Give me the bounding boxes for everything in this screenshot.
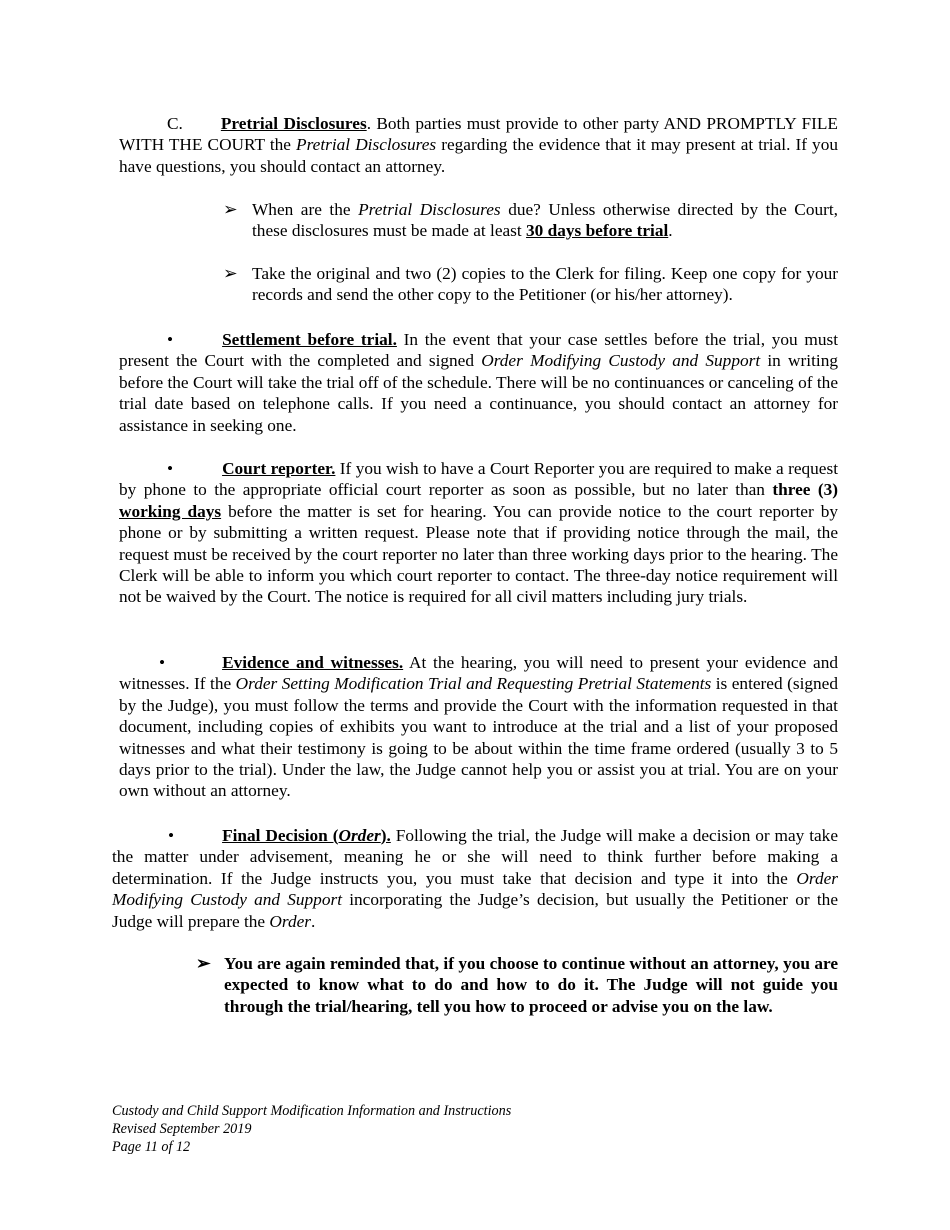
settlement-heading: Settlement before trial.: [222, 330, 397, 349]
footer-revision: Revised September 2019: [112, 1121, 252, 1137]
bullet-icon: •: [168, 826, 175, 845]
arrow-bullet-icon: ➢: [223, 200, 238, 219]
settlement-paragraph: • Settlement before trial. In the event that your case settles before the trial, you must present the Court with the completed and signed Order Modifying Custody and Support in writing before the Court will take the trial off of the schedule. There will be no continuances or canceling of the trial date based on telephone calls. If you need a continuance, you should contact an attorney for assistance in seeking one.: [119, 330, 838, 435]
evidence-heading: Evidence and witnesses.: [222, 653, 404, 672]
reminder-item: [196, 953, 838, 1017]
bullet-icon: •: [167, 330, 174, 349]
bullet-icon: •: [167, 459, 174, 478]
final-decision-paragraph: • Final Decision (Order). Following the trial, the Judge will make a decision or may take the matter under advisement, meaning he or she will need to think further before making a determination. If the Judge instructs you, you must take that decision and type it into the Order Modifying Custody and Support incorporating the Judge’s decision, but usually the Petitioner or the Judge will prepare the Order.: [112, 826, 838, 931]
section-c-paragraph: C. Pretrial Disclosures. Both parties must provide to other party AND PROMPTLY FILE WITH THE COURT the Pretrial Disclosures regarding the evidence that it may present at trial. If you have questions, you should contact an attorney.: [119, 114, 838, 176]
footer-title: Custody and Child Support Modification Information and Instructions: [112, 1103, 512, 1119]
arrow-list-item: ➢ Take the original and two (2) copies to the Clerk for filing. Keep one copy for your records and send the other copy to the Petitioner (or his/her attorney).: [223, 264, 838, 305]
final-decision-heading: Final Decision (Order).: [222, 826, 391, 845]
court-reporter-paragraph: • Court reporter. If you wish to have a Court Reporter you are required to make a request by phone to the appropriate official court reporter as soon as possible, but no later than three (3) working days before the matter is set for hearing. You can provide notice to the court reporter by phone or by submitting a written request. Please note that if providing notice through the mail, the request must be received by the court reporter no later than three working days prior to the hearing. The Clerk will be able to inform you which court reporter to contact. The three-day notice requirement will not be waived by the Court. The notice is required for all civil matters including jury trials.: [119, 459, 839, 607]
arrow-bullet-icon: ➢: [223, 264, 238, 283]
evidence-paragraph: • Evidence and witnesses. At the hearing, you will need to present your evidence and witnesses. If the Order Setting Modification Trial and Requesting Pretrial Statements is entered (signed by the Judge), you must follow the terms and provide the Court with the information requested in that document, including copies of exhibits you want to introduce at the trial and a list of your proposed witnesses and what their testimony is going to be about within the time frame ordered (usually 3 to 5 days prior to the trial). Under the law, the Judge cannot help you or assist you at trial. You are on your own without an attorney.: [119, 653, 838, 801]
arrow-list-item: ➢ When are the Pretrial Disclosures due? Unless otherwise directed by the Court, these disclosures must be made at least 30 days before trial.: [223, 200, 838, 241]
arrow-bullet-icon: ➢: [196, 954, 211, 973]
reminder-text: You are again reminded that, if you choose to continue without an attorney, you are expected to know what to do and how to do it. The Judge will not guide you through the trial/hearing, tell you how to proceed or advise you on the law.: [224, 954, 838, 1016]
bullet-icon: •: [159, 653, 166, 672]
section-letter: C.: [167, 114, 183, 133]
court-reporter-heading: Court reporter.: [222, 459, 336, 478]
page-footer: [112, 1102, 511, 1156]
footer-page-number: Page 11 of 12: [112, 1139, 191, 1155]
section-heading: Pretrial Disclosures: [220, 114, 367, 133]
